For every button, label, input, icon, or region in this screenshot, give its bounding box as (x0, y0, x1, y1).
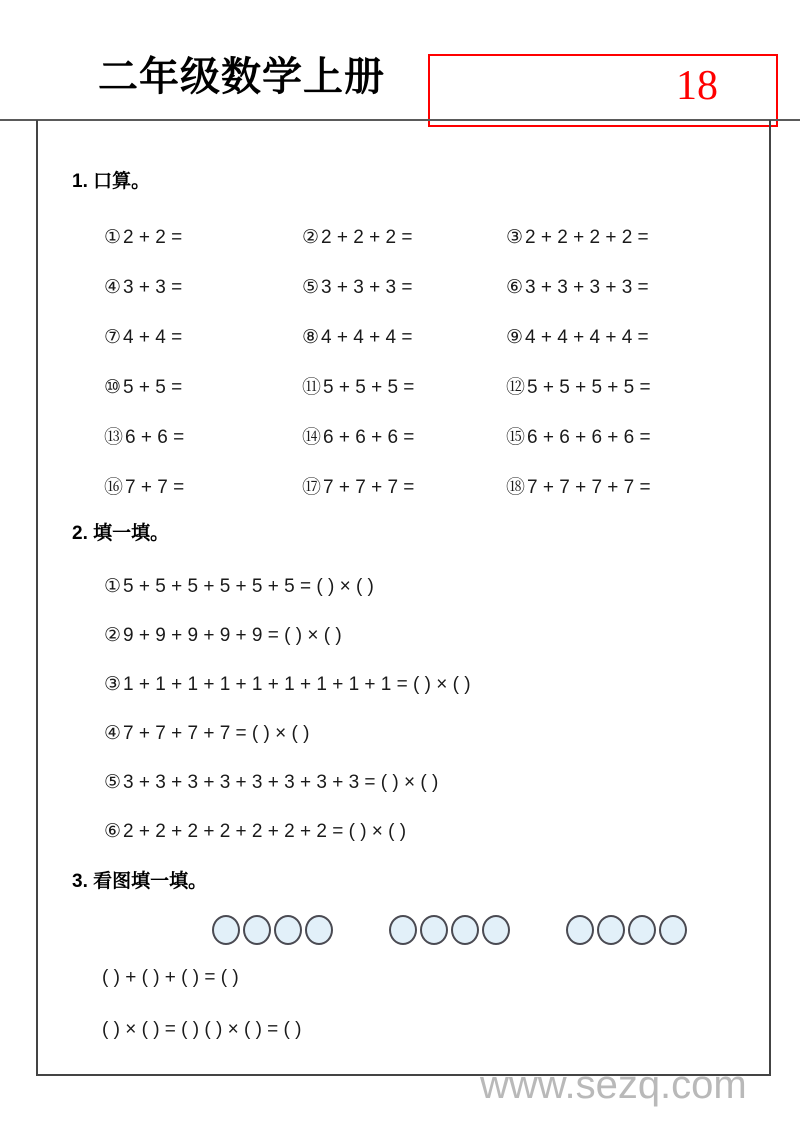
exercise-item-14 (302, 424, 414, 451)
circle-icon (420, 915, 448, 945)
page-number: 18 (676, 63, 718, 109)
exercise-item-15 (506, 424, 651, 451)
item-text: 5 + 5 + 5 + 5 = (527, 377, 651, 398)
page-number-box (428, 54, 778, 127)
exercise-item-9 (506, 324, 649, 351)
circle-icon (628, 915, 656, 945)
circle-icon (389, 915, 417, 945)
item-marker: ① (104, 226, 122, 248)
item-text: 6 + 6 + 6 + 6 = (527, 427, 651, 448)
fill-item-2 (104, 622, 342, 649)
item-text: 7 + 7 + 7 + 7 = ( ) × ( ) (123, 723, 310, 744)
figure-blank-line-2: ( ) × ( ) = ( ) ( ) × ( ) = ( ) (102, 1019, 302, 1040)
item-marker: ⑥ (104, 820, 122, 842)
fill-item-6 (104, 818, 406, 845)
exercise-item-12 (506, 374, 651, 401)
fill-item-1 (104, 573, 374, 600)
item-text: 3 + 3 + 3 = (321, 277, 413, 298)
exercise-item-8 (302, 324, 412, 351)
worksheet-content (36, 120, 771, 1076)
item-marker: ② (302, 226, 320, 248)
circle-icon (274, 915, 302, 945)
exercise-item-6 (506, 274, 649, 301)
item-text: 3 + 3 + 3 + 3 + 3 + 3 + 3 + 3 = ( ) × ( ) (123, 772, 439, 793)
item-marker: ⑭ (302, 426, 322, 448)
item-marker: ⑤ (302, 276, 320, 298)
item-marker: ④ (104, 276, 122, 298)
item-text: 9 + 9 + 9 + 9 + 9 = ( ) × ( ) (123, 625, 342, 646)
exercise-item-5 (302, 274, 412, 301)
item-marker: ② (104, 624, 122, 646)
item-text: 2 + 2 = (123, 227, 183, 248)
item-text: 3 + 3 + 3 + 3 = (525, 277, 649, 298)
item-text: 4 + 4 + 4 + 4 = (525, 327, 649, 348)
item-marker: ⑧ (302, 326, 320, 348)
item-text: 5 + 5 + 5 + 5 + 5 + 5 = ( ) × ( ) (123, 576, 374, 597)
exercise-item-1 (104, 224, 182, 251)
item-marker: ④ (104, 722, 122, 744)
item-text: 4 + 4 = (123, 327, 183, 348)
circle-icon (451, 915, 479, 945)
section-3-title: 3. 看图填一填。 (72, 871, 208, 892)
item-marker: ① (104, 575, 122, 597)
item-text: 5 + 5 + 5 = (323, 377, 415, 398)
site-watermark: www.sezq.com (480, 1063, 747, 1107)
fill-item-3 (104, 671, 471, 698)
book-title: 二年级数学上册 (98, 54, 385, 99)
circle-icon (243, 915, 271, 945)
circle-group-1 (212, 915, 333, 945)
item-marker: ③ (506, 226, 524, 248)
item-marker: ⑩ (104, 376, 122, 398)
fill-item-5 (104, 769, 438, 796)
item-text: 7 + 7 + 7 = (323, 477, 415, 498)
item-text: 2 + 2 + 2 = (321, 227, 413, 248)
item-text: 7 + 7 = (125, 477, 185, 498)
exercise-item-17 (302, 474, 414, 501)
item-text: 1 + 1 + 1 + 1 + 1 + 1 + 1 + 1 + 1 = ( ) × ( ) (123, 674, 471, 695)
item-marker: ⑦ (104, 326, 122, 348)
item-marker: ⑪ (302, 376, 322, 398)
exercise-item-7 (104, 324, 182, 351)
exercise-item-11 (302, 374, 414, 401)
exercise-item-16 (104, 474, 184, 501)
circle-icon (482, 915, 510, 945)
circle-icon (212, 915, 240, 945)
circle-icon (305, 915, 333, 945)
item-marker: ⑥ (506, 276, 524, 298)
item-text: 5 + 5 = (123, 377, 183, 398)
circle-icon (566, 915, 594, 945)
item-marker: ⑰ (302, 476, 322, 498)
item-text: 3 + 3 = (123, 277, 183, 298)
section-1-title: 1. 口算。 (72, 171, 151, 192)
item-text: 2 + 2 + 2 + 2 + 2 + 2 + 2 = ( ) × ( ) (123, 821, 407, 842)
item-marker: ⑮ (506, 426, 526, 448)
circle-icon (659, 915, 687, 945)
item-marker: ⑬ (104, 426, 124, 448)
exercise-item-18 (506, 474, 651, 501)
fill-item-4 (104, 720, 309, 747)
item-marker: ⑤ (104, 771, 122, 793)
item-text: 4 + 4 + 4 = (321, 327, 413, 348)
item-marker: ⑱ (506, 476, 526, 498)
exercise-item-3 (506, 224, 649, 251)
item-text: 6 + 6 + 6 = (323, 427, 415, 448)
exercise-item-4 (104, 274, 182, 301)
item-marker: ⑯ (104, 476, 124, 498)
item-text: 7 + 7 + 7 + 7 = (527, 477, 651, 498)
figure-blank-line-1: ( ) + ( ) + ( ) = ( ) (102, 967, 239, 988)
section-2-title: 2. 填一填。 (72, 523, 170, 544)
item-text: 6 + 6 = (125, 427, 185, 448)
circle-group-3 (566, 915, 687, 945)
circle-icon (597, 915, 625, 945)
exercise-item-13 (104, 424, 184, 451)
page-header (0, 0, 800, 120)
item-marker: ⑨ (506, 326, 524, 348)
exercise-item-2 (302, 224, 412, 251)
circle-groups-figure (212, 915, 712, 949)
item-text: 2 + 2 + 2 + 2 = (525, 227, 649, 248)
item-marker: ⑫ (506, 376, 526, 398)
circle-group-2 (389, 915, 510, 945)
exercise-item-10 (104, 374, 182, 401)
item-marker: ③ (104, 673, 122, 695)
